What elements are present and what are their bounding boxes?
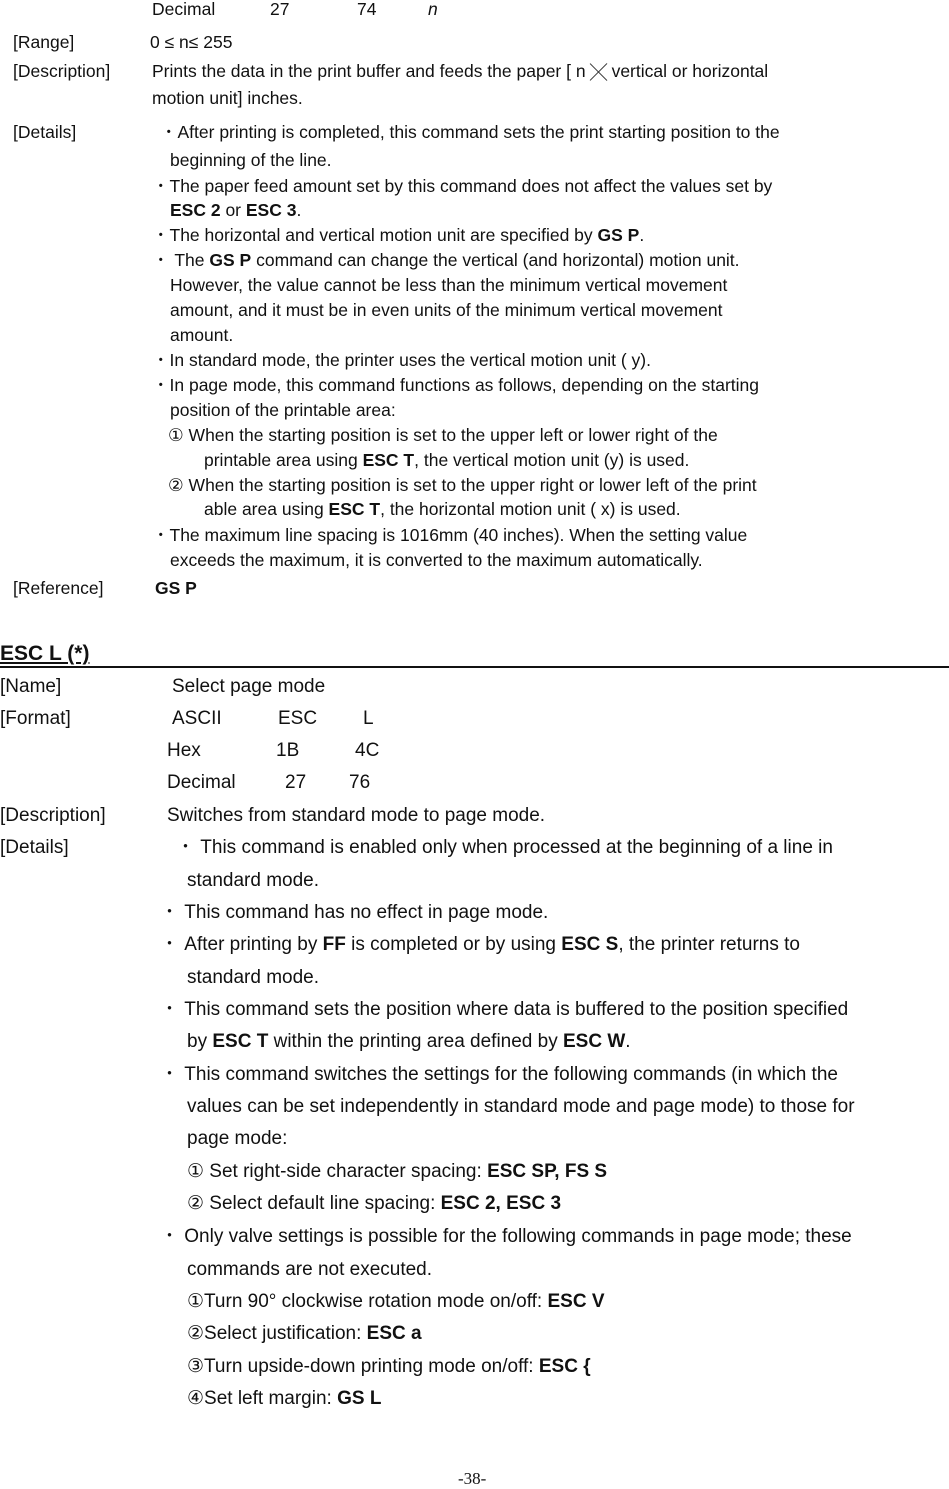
- case-1-line-2: printable area using ESC T, the vertical motion unit (y) is used.: [204, 450, 690, 470]
- detail-4-line-2: by ESC T within the printing area defined by ESC W.: [187, 1031, 631, 1052]
- detail-2-line-2: ESC 2 or ESC 3.: [170, 200, 302, 220]
- detail-5-line-1: ・ This command switches the settings for the following commands (in which the: [160, 1064, 838, 1085]
- detail-4-line-4: amount.: [170, 325, 234, 345]
- ascii-value-1: ESC: [278, 708, 318, 729]
- detail-1-line-2: beginning of the line.: [170, 150, 332, 170]
- description-label: [Description]: [13, 61, 111, 81]
- detail-6-line-1: ・In page mode, this command functions as follows, depending on the starting: [152, 375, 760, 395]
- ascii-label: ASCII: [172, 708, 222, 729]
- range-label: [Range]: [13, 32, 75, 52]
- setting-item-1: ① Set right-side character spacing: ESC SP, FS S: [187, 1161, 608, 1182]
- detail-4-line-1: ・ The GS P command can change the vertical (and horizontal) motion unit.: [152, 250, 740, 270]
- ascii-value-2: L: [363, 708, 374, 729]
- detail-7-line-1: ・The maximum line spacing is 1016mm (40 inches). When the setting value: [152, 525, 748, 545]
- multiply-icon: [590, 62, 608, 80]
- detail-6-line-1: ・ Only valve settings is possible for the following commands in page mode; these: [160, 1226, 852, 1247]
- detail-5: ・In standard mode, the printer uses the vertical motion unit ( y).: [152, 350, 651, 370]
- detail-5-line-2: values can be set independently in standard mode and page mode) to those for: [187, 1096, 855, 1117]
- description-line-2: motion unit] inches.: [152, 88, 303, 108]
- decimal-value-3: n: [428, 0, 438, 19]
- format-label: [Format]: [0, 708, 71, 729]
- case-2-line-1: ② When the starting position is set to the upper right or lower left of the print: [168, 475, 757, 495]
- description-value: Switches from standard mode to page mode.: [167, 805, 546, 826]
- decimal-label: Decimal: [167, 772, 236, 793]
- detail-1-line-1: ・After printing is completed, this command sets the print starting position to the: [160, 122, 780, 142]
- detail-6-line-2: position of the printable area:: [170, 400, 396, 420]
- case-1-line-1: ① When the starting position is set to the upper left or lower right of the: [168, 425, 718, 445]
- command-item-1: ①Turn 90° clockwise rotation mode on/off: ESC V: [187, 1291, 605, 1312]
- details-label: [Details]: [0, 837, 69, 858]
- detail-4-line-1: ・ This command sets the position where data is buffered to the position specified: [160, 999, 849, 1020]
- hex-value-1: 1B: [276, 740, 300, 761]
- name-value: Select page mode: [172, 676, 326, 697]
- detail-1-line-1: ・ This command is enabled only when processed at the beginning of a line in: [176, 837, 833, 858]
- setting-item-2: ② Select default line spacing: ESC 2, ESC 3: [187, 1193, 562, 1214]
- heading-rule: [0, 666, 949, 668]
- name-label: [Name]: [0, 676, 62, 697]
- details-label: [Details]: [13, 122, 77, 142]
- reference-label: [Reference]: [13, 578, 104, 598]
- section-heading: ESC L (*): [0, 642, 90, 665]
- detail-7-line-2: exceeds the maximum, it is converted to the maximum automatically.: [170, 550, 703, 570]
- detail-5-line-3: page mode:: [187, 1128, 288, 1149]
- detail-3-line-2: standard mode.: [187, 967, 320, 988]
- description-line-1: Prints the data in the print buffer and feeds the paper [ n vertical or horizontal: [152, 61, 769, 81]
- command-item-3: ③Turn upside-down printing mode on/off: ESC {: [187, 1356, 591, 1377]
- command-item-2: ②Select justification: ESC a: [187, 1323, 422, 1344]
- detail-3-line-1: ・ After printing by FF is completed or by using ESC S, the printer returns to: [160, 934, 800, 955]
- decimal-label: Decimal: [152, 0, 216, 19]
- decimal-value-2: 76: [349, 772, 371, 793]
- detail-6-line-2: commands are not executed.: [187, 1259, 433, 1280]
- detail-2-line-1: ・The paper feed amount set by this command does not affect the values set by: [152, 176, 773, 196]
- range-value: 0 ≤ n≤ 255: [150, 32, 233, 52]
- detail-2: ・ This command has no effect in page mode.: [160, 902, 549, 923]
- reference-value: GS P: [155, 578, 197, 598]
- description-label: [Description]: [0, 805, 106, 826]
- detail-1-line-2: standard mode.: [187, 870, 320, 891]
- hex-label: Hex: [167, 740, 201, 761]
- page-number: -38-: [458, 1469, 487, 1488]
- case-2-line-2: able area using ESC T, the horizontal motion unit ( x) is used.: [204, 499, 681, 519]
- decimal-value-1: 27: [270, 0, 290, 19]
- decimal-value-1: 27: [285, 772, 307, 793]
- hex-value-2: 4C: [355, 740, 380, 761]
- detail-3: ・The horizontal and vertical motion unit are specified by GS P.: [152, 225, 645, 245]
- detail-4-line-2: However, the value cannot be less than the minimum vertical movement: [170, 275, 728, 295]
- decimal-value-2: 74: [357, 0, 377, 19]
- command-item-4: ④Set left margin: GS L: [187, 1388, 382, 1409]
- detail-4-line-3: amount, and it must be in even units of the minimum vertical movement: [170, 300, 723, 320]
